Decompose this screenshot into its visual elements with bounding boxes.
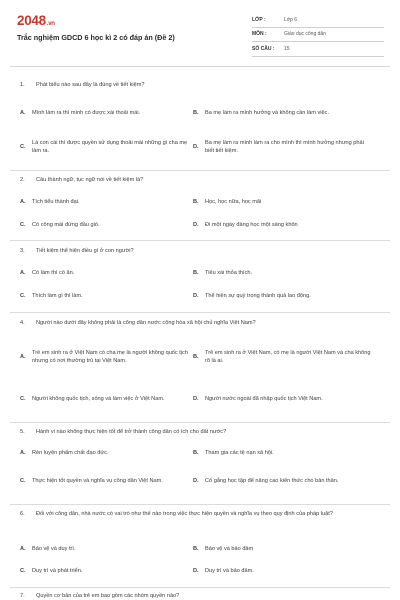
option-label: A. (20, 546, 26, 553)
question-text: Quyền cơ bản của trẻ em bao gồm các nhóm quyền nào? (36, 593, 180, 599)
option-label: B. (193, 546, 199, 553)
answer-option[interactable] (20, 386, 192, 414)
question-4 (20, 319, 385, 327)
option-text: Thể hiện sự quý trọng thành quả lao động. (205, 293, 311, 300)
option-label: C. (20, 478, 26, 485)
meta-key: MÔN : (252, 31, 267, 38)
meta-row-subject (252, 28, 384, 43)
option-label: B. (193, 270, 199, 277)
option-text: Người nước ngoài đã nhập quốc tịch Việt Nam. (205, 396, 323, 403)
answer-option[interactable] (20, 468, 192, 496)
header-divider (10, 66, 390, 67)
answer-option[interactable] (20, 269, 192, 279)
option-text: Bảo vệ và bảo đảm (205, 546, 254, 553)
option-label: C. (20, 568, 26, 575)
answer-option[interactable] (20, 449, 192, 459)
question-number: 3. (20, 248, 25, 254)
option-text: Duy trì và bảo đảm. (205, 568, 254, 575)
option-label: B. (193, 110, 199, 117)
option-text: Tích tiểu thành đại. (32, 199, 80, 206)
logo-suffix: .vn (46, 21, 55, 27)
answer-option[interactable] (193, 221, 371, 231)
option-text: Có làm thì có ăn. (32, 270, 75, 277)
option-text: Học, học nữa, học mãi (205, 199, 262, 206)
answer-option[interactable] (20, 545, 192, 555)
answer-option[interactable] (193, 269, 371, 279)
question-7 (20, 592, 385, 600)
question-divider (10, 312, 390, 313)
question-1 (20, 81, 385, 89)
option-text: Trẻ em sinh ra ở Việt Nam, có mẹ là người Việt Nam và cha không rõ là ai. (205, 350, 371, 364)
meta-key: LỚP : (252, 16, 266, 23)
option-text: Ba mẹ làm ra mình làm ra cho mình thì mình hưởng nhưng phải biết tiết kiệm. (205, 140, 364, 154)
question-number: 5. (20, 429, 25, 435)
meta-row-class (252, 13, 384, 28)
option-label: A. (20, 450, 26, 457)
question-number: 2. (20, 177, 25, 183)
option-text: Mình làm ra thì mình có được xài thoải mái. (32, 110, 141, 117)
logo-text: 2048 (17, 13, 46, 28)
answer-option[interactable] (193, 339, 371, 377)
question-text: Đối với công dân, nhà nước có vai trò như thế nào trong việc thực hiện quyền và nghĩa vụ theo quy định của pháp luật? (36, 511, 333, 517)
answer-option[interactable] (20, 292, 192, 302)
answer-option[interactable] (20, 221, 192, 231)
question-2 (20, 176, 385, 184)
meta-table (252, 13, 384, 57)
option-text: Là con cái thì được quyền sử dụng thoải mái những gì cha mẹ làm ra. (32, 140, 188, 154)
option-text: Thực hiện tốt quyền và nghĩa vụ công dân Việt Nam. (32, 478, 163, 485)
answer-option[interactable] (193, 292, 371, 302)
question-text: Tiết kiệm thể hiện điều gì ở con người? (36, 248, 134, 254)
answer-option[interactable] (193, 386, 371, 414)
answer-option[interactable] (193, 449, 371, 459)
question-text: Phát biểu nào sau đây là đúng về tiết kiệm? (36, 82, 145, 88)
option-label: B. (193, 450, 199, 457)
option-text: Người không quốc tịch, sống và làm việc ở Việt Nam. (32, 396, 165, 403)
option-label: D. (193, 144, 199, 151)
meta-row-count (252, 42, 384, 57)
question-6 (20, 510, 385, 518)
answer-option[interactable] (20, 134, 192, 162)
answer-option[interactable] (20, 198, 192, 208)
answer-option[interactable] (193, 468, 371, 496)
answer-option[interactable] (20, 567, 192, 577)
option-text: Rèn luyện phẩm chất đạo đức. (32, 450, 109, 457)
option-label: C. (20, 396, 26, 403)
option-text: Tiêu xài thỏa thích. (205, 270, 253, 277)
meta-value: Giáo dục công dân (284, 31, 326, 38)
option-label: D. (193, 222, 199, 229)
option-text: Đi một ngày đàng học một sàng khôn (205, 222, 298, 229)
site-logo[interactable] (17, 13, 55, 28)
answer-option[interactable] (193, 134, 371, 162)
option-label: D. (193, 396, 199, 403)
question-number: 7. (20, 593, 25, 599)
question-divider (10, 170, 390, 171)
option-label: B. (193, 199, 199, 206)
question-number: 4. (20, 320, 25, 326)
meta-key: SỐ CÂU : (252, 45, 275, 52)
page-title: Trắc nghiệm GDCD 6 học kì 2 có đáp án (Đề 2) (17, 33, 175, 42)
option-label: A. (20, 199, 26, 206)
answer-option[interactable] (193, 198, 371, 208)
question-divider (10, 240, 390, 241)
option-label: B. (193, 354, 199, 361)
option-text: Cố gắng học tập để nâng cao kiến thức cho bản thân. (205, 478, 339, 485)
document-header (0, 0, 400, 64)
option-label: A. (20, 354, 26, 361)
option-label: C. (20, 222, 26, 229)
question-text: Hành vi nào không thực hiện tốt để trở thành công dân có ích cho đất nước? (36, 429, 227, 435)
question-text: Người nào dưới đây không phải là công dân nước cộng hòa xã hội chủ nghĩa Việt Nam? (36, 320, 256, 326)
meta-value: 15 (284, 45, 290, 52)
option-text: Trẻ em sinh ra ở Việt Nam có cha mẹ là người không quốc tịch nhưng có nơi thường trú tại Việt Nam. (32, 350, 188, 364)
meta-value: Lớp 6 (284, 16, 298, 23)
question-text: Câu thành ngữ, tục ngữ nói về tiết kiệm là? (36, 177, 144, 183)
question-number: 1. (20, 82, 25, 88)
option-text: Có công mài đứng đầu gió. (32, 222, 100, 229)
question-divider (10, 504, 390, 505)
option-text: Ba mẹ làm ra mình hưởng và không cần làm việc. (205, 110, 330, 117)
question-number: 6. (20, 511, 25, 517)
answer-option[interactable] (20, 100, 192, 128)
answer-option[interactable] (193, 100, 371, 128)
question-3 (20, 247, 385, 255)
question-divider (10, 587, 390, 588)
option-label: D. (193, 568, 199, 575)
option-text: Thích làm gì thì làm. (32, 293, 83, 300)
option-label: D. (193, 478, 199, 485)
question-divider (10, 422, 390, 423)
option-text: Duy trì và phát triển. (32, 568, 83, 575)
option-label: C. (20, 293, 26, 300)
option-label: A. (20, 110, 26, 117)
option-label: C. (20, 144, 26, 151)
answer-option[interactable] (193, 567, 371, 577)
option-text: Bảo vệ và duy trì. (32, 546, 76, 553)
answer-option[interactable] (193, 545, 371, 555)
option-label: D. (193, 293, 199, 300)
answer-option[interactable] (20, 339, 192, 377)
option-text: Tham gia các tệ nạn xã hội. (205, 450, 274, 457)
question-5 (20, 428, 385, 436)
option-label: A. (20, 270, 26, 277)
